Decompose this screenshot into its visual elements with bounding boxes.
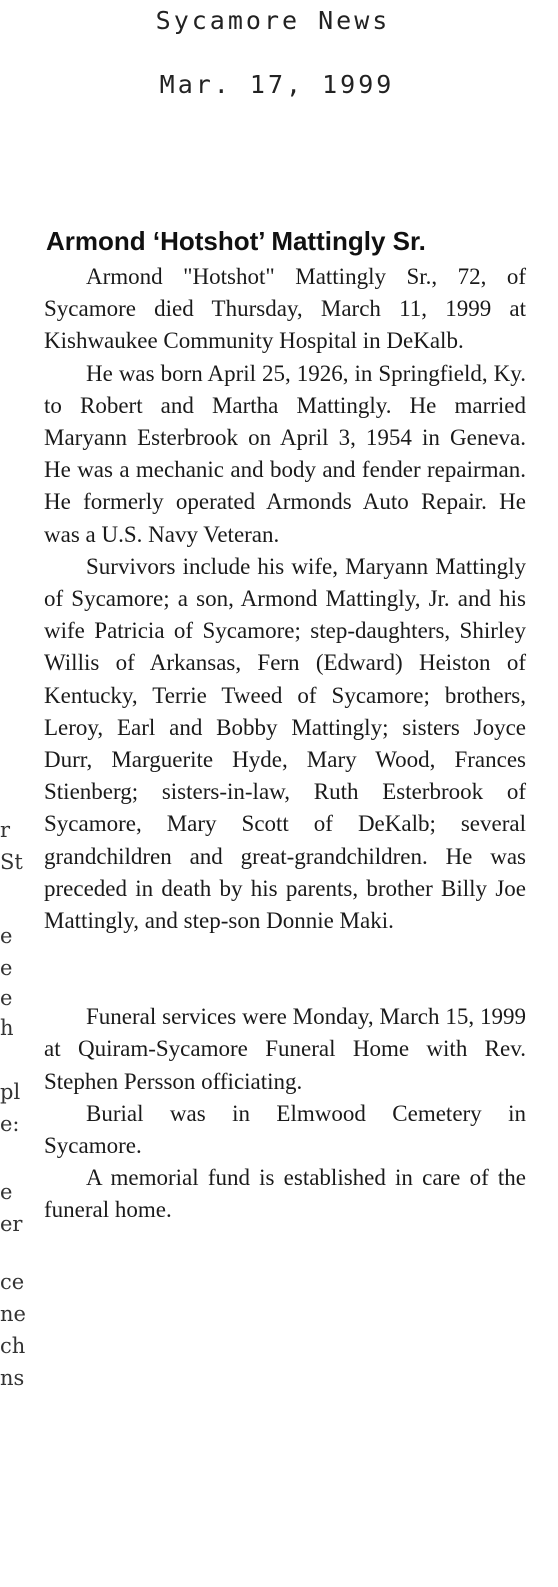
paragraph-memorial: A memorial fund is established in care of the funeral home. [44,1165,526,1223]
publication-name: Sycamore News [155,6,391,35]
margin-fragment: e [0,956,13,980]
publication-date: Mar. 17, 1999 [159,70,395,99]
paragraph-death-notice: Armond "Hotshot" Mattingly Sr., 72, of Sycamore died Thursday, March 11, 1999 at Kishwaukee Community Hospital in DeKalb. [44,264,526,354]
margin-fragment: pl [0,1080,21,1104]
margin-fragment: ce [0,1270,25,1294]
margin-fragment: e [0,1180,13,1204]
paragraph-survivors: Survivors include his wife, Maryann Mattingly of Sycamore; a son, Armond Mattingly, Jr. and his wife Patricia of Sycamore; step-daughters, Shirley Willis of Arkansas, Fern (Edward) Heiston of Kentucky, Terrie Tweed of Sycamore; brothers, Leroy, Earl and Bobby Mattingly; sisters Joyce Durr, Marguerite Hyde, Mary Wood, Frances Stienberg; sisters-in-law, Ruth Esterbrook of Sycamore, Mary Scott of DeKalb; several grandchildren and great-grandchildren. He was preceded in death by his parents, brother Billy Joe Mattingly, and step-son Donnie Maki. [44,553,526,934]
article-headline: Armond ‘Hotshot’ Mattingly Sr. [46,226,426,256]
paragraph-biography: He was born April 25, 1926, in Springfield, Ky. to Robert and Martha Mattingly. He married Maryann Esterbrook on April 3, 1954 in Geneva. He was a mechanic and body and fender repairman. He formerly operated Armonds Auto Repair. He was a U.S. Navy Veteran. [44,360,526,547]
margin-fragment: er [0,1212,23,1236]
margin-fragment: ns [0,1366,25,1390]
margin-fragment: r [0,818,11,842]
paragraph-burial: Burial was in Elmwood Cemetery in Sycamore. [44,1100,526,1159]
paragraph-funeral: Funeral services were Monday, March 15, 1999 at Quiram-Sycamore Funeral Home with Rev. Stephen Persson officiating. [44,1004,526,1094]
margin-fragment: e: [0,1112,20,1136]
margin-fragment: St [0,850,23,874]
margin-fragment: e [0,924,13,948]
margin-fragment: h [0,1016,14,1040]
margin-fragment: ch [0,1334,26,1358]
margin-fragment: e [0,986,13,1010]
margin-fragment: ne [0,1302,26,1326]
article-body [44,261,526,1227]
